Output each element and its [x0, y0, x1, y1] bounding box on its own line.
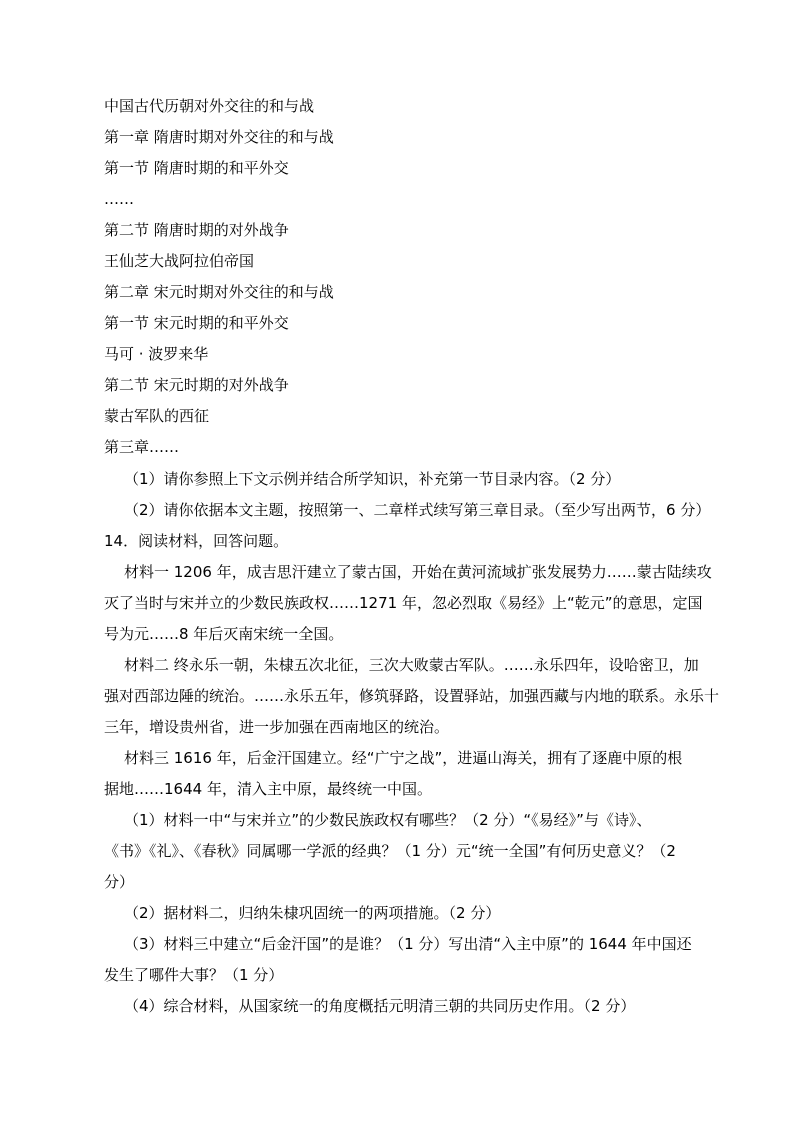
outline-ch1-section-2: 第二节 隋唐时期的对外战争 [104, 221, 289, 239]
outline-ch1-section-1: 第一节 隋唐时期的和平外交 [104, 159, 289, 177]
outline-ch2-section-1: 第一节 宋元时期的和平外交 [104, 314, 289, 332]
material-2-line-3: 三年，增设贵州省，进一步加强在西南地区的统治。 [104, 718, 450, 736]
outline-chapter-1: 第一章 隋唐时期对外交往的和与战 [104, 128, 334, 146]
q14-heading: 14．阅读材料，回答问题。 [104, 532, 289, 550]
q14-part-3-line-2: 发生了哪件大事？（1 分） [104, 966, 284, 984]
outline-ellipsis: …… [104, 190, 134, 208]
outline-ch2-section-2: 第二节 宋元时期的对外战争 [104, 376, 289, 394]
outline-ch1-section-2-item: 王仙芝大战阿拉伯帝国 [104, 252, 255, 270]
outline-ch2-section-2-item: 蒙古军队的西征 [104, 407, 210, 425]
material-2-line-1: 材料二 终永乐一朝，朱棣五次北征，三次大败蒙古军队。……永乐四年，设哈密卫，加 [124, 656, 699, 674]
q14-part-2: （2）据材料二，归纳朱棣巩固统一的两项措施。（2 分） [124, 904, 501, 922]
q14-part-4: （4）综合材料，从国家统一的角度概括元明清三朝的共同历史作用。（2 分） [124, 997, 636, 1015]
q14-part-1-line-2: 《书》《礼》、《春秋》同属哪一学派的经典？（1 分）元“统一全国”有何历史意义？（2 [104, 842, 676, 860]
q13-part-1: （1）请你参照上下文示例并结合所学知识，补充第一节目录内容。（2 分） [124, 470, 621, 488]
q14-part-1-line-1: （1）材料一中“与宋并立”的少数民族政权有哪些？（2 分）“《易经》”与《诗》、 [124, 811, 652, 829]
q14-part-3-line-1: （3）材料三中建立“后金汗国”的是谁？（1 分）写出清“入主中原”的 1644 年中国还 [124, 935, 692, 953]
q14-part-1-line-3: 分） [104, 873, 135, 891]
material-3-line-2: 据地……1644 年，清入主中原，最终统一中国。 [104, 780, 432, 798]
outline-title: 中国古代历朝对外交往的和与战 [104, 97, 315, 115]
outline-ch2-section-1-item: 马可 · 波罗来华 [104, 345, 209, 363]
material-1-line-1: 材料一 1206 年，成吉思汗建立了蒙古国，开始在黄河流域扩张发展势力……蒙古陆续攻 [124, 563, 712, 581]
material-1-line-3: 号为元……8 年后灭南宋统一全国。 [104, 625, 344, 643]
outline-chapter-3: 第三章…… [104, 438, 180, 456]
q13-part-2: （2）请你依据本文主题，按照第一、二章样式续写第三章目录。（至少写出两节，6 分） [124, 501, 711, 519]
outline-chapter-2: 第二章 宋元时期对外交往的和与战 [104, 283, 334, 301]
material-2-line-2: 强对西部边陲的统治。……永乐五年，修筑驿路，设置驿站，加强西藏与内地的联系。永乐十 [104, 687, 720, 705]
material-1-line-2: 灭了当时与宋并立的少数民族政权……1271 年，忽必烈取《易经》上“乾元”的意思，定国 [104, 594, 703, 612]
material-3-line-1: 材料三 1616 年，后金汗国建立。经“广宁之战”，进逼山海关，拥有了逐鹿中原的根 [124, 749, 683, 767]
